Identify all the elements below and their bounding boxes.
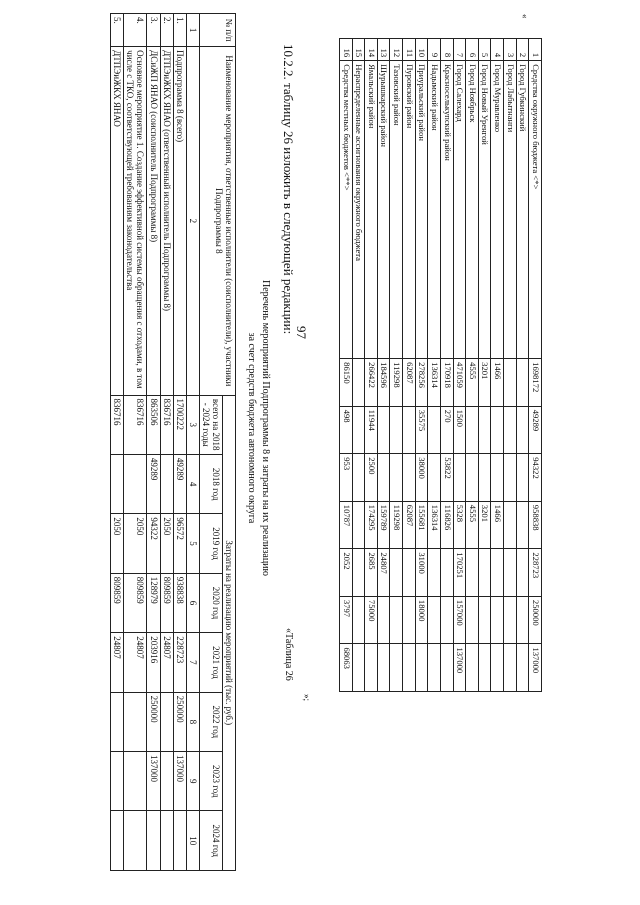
value-cell: 157000 — [453, 596, 466, 644]
row-number: 6 — [466, 39, 479, 61]
value-cell: 498 — [340, 406, 353, 454]
row-name: Надымский район — [428, 61, 441, 359]
page-number: 97 — [294, 326, 309, 339]
value-cell: 96572 — [173, 514, 186, 573]
value-cell — [403, 644, 416, 692]
value-cell — [160, 811, 173, 871]
value-cell: 2500 — [365, 454, 378, 502]
value-cell: 836716 — [124, 395, 147, 454]
value-cell: 24807 — [160, 633, 173, 692]
value-cell — [428, 644, 441, 692]
table-title — [245, 278, 272, 578]
value-cell — [516, 501, 529, 549]
row-number: 5 — [478, 39, 491, 61]
row-number: 1 — [529, 39, 542, 61]
value-cell: 3797 — [340, 596, 353, 644]
value-cell: 38000 — [415, 454, 428, 502]
row-name: Средства местных бюджетов <**> — [340, 61, 353, 359]
row-name: Средства окружного бюджета <*> — [529, 61, 542, 359]
value-cell — [491, 406, 504, 454]
row-number: 2 — [516, 39, 529, 61]
value-cell — [390, 454, 403, 502]
row-number: 4 — [491, 39, 504, 61]
value-cell — [160, 454, 173, 513]
row-name: Пуровский район — [403, 61, 416, 359]
value-cell — [124, 692, 147, 751]
value-cell: 3201 — [478, 359, 491, 407]
value-cell: 836716 — [160, 395, 173, 454]
table-row — [403, 39, 416, 692]
header-costs: Затраты на реализацию мероприятий (тыс. руб.) — [222, 395, 235, 871]
value-cell — [504, 359, 517, 407]
value-cell — [377, 644, 390, 692]
row-number: 1. — [173, 14, 186, 47]
row-name: ДТПЭиЖКХ ЯНАО — [111, 47, 124, 395]
row-name: Красноселькупский район — [441, 61, 454, 359]
value-cell — [441, 549, 454, 597]
value-cell — [504, 549, 517, 597]
column-number: 9 — [186, 752, 199, 811]
header-year: 2023 год — [199, 752, 222, 811]
table-row — [415, 39, 428, 692]
row-number: 14 — [365, 39, 378, 61]
table-row — [111, 14, 124, 871]
value-cell: 94322 — [147, 514, 160, 573]
value-cell — [111, 692, 124, 751]
value-cell — [403, 454, 416, 502]
value-cell — [441, 644, 454, 692]
subprogram-costs-table — [110, 13, 236, 871]
value-cell: 53822 — [441, 454, 454, 502]
table-row — [147, 14, 160, 871]
value-cell — [466, 406, 479, 454]
table-row — [441, 39, 454, 692]
value-cell — [516, 644, 529, 692]
column-number: 4 — [186, 454, 199, 513]
value-cell — [428, 596, 441, 644]
row-name: Нераспределенные ассигнования окружного бюджета — [352, 61, 365, 359]
value-cell: 159789 — [377, 501, 390, 549]
value-cell: 471059 — [453, 359, 466, 407]
value-cell: 2685 — [365, 549, 378, 597]
table-row — [516, 39, 529, 692]
header-name: Наименование мероприятия, ответственные исполнители (соисполнители), участники Подпрограммы 8 — [199, 47, 235, 395]
row-name: Город Лабытнанги — [504, 61, 517, 359]
value-cell: 136314 — [428, 501, 441, 549]
row-number: 10 — [415, 39, 428, 61]
column-number: 10 — [186, 811, 199, 871]
value-cell: 49289 — [529, 406, 542, 454]
value-cell — [478, 644, 491, 692]
header-year: 2021 год — [199, 633, 222, 692]
value-cell: 35575 — [415, 406, 428, 454]
value-cell — [111, 811, 124, 871]
row-name: Город Салехард — [453, 61, 466, 359]
column-number: 3 — [186, 395, 199, 454]
value-cell — [352, 359, 365, 407]
row-name: Приуральский район — [415, 61, 428, 359]
table-row — [352, 39, 365, 692]
header-year: 2024 год — [199, 811, 222, 871]
value-cell — [390, 406, 403, 454]
row-name: Город Новый Уренгой — [478, 61, 491, 359]
row-number: 13 — [377, 39, 390, 61]
row-number: 12 — [390, 39, 403, 61]
value-cell — [111, 454, 124, 513]
value-cell — [504, 501, 517, 549]
value-cell: 155681 — [415, 501, 428, 549]
value-cell — [516, 406, 529, 454]
value-cell: 136314 — [428, 359, 441, 407]
column-number: 5 — [186, 514, 199, 573]
rotated-content — [42, 8, 612, 888]
value-cell — [491, 596, 504, 644]
row-name: Город Губкинский — [516, 61, 529, 359]
table-row — [160, 14, 173, 871]
header-year: 2020 год — [199, 573, 222, 632]
open-quote-mark: « — [520, 14, 530, 19]
value-cell — [415, 644, 428, 692]
value-cell — [428, 406, 441, 454]
section-heading: 10.2.2. таблицу 26 изложить в следующей редакции: — [281, 44, 296, 335]
value-cell — [504, 454, 517, 502]
value-cell: 94322 — [529, 454, 542, 502]
table-row — [428, 39, 441, 692]
value-cell: 24807 — [124, 633, 147, 692]
value-cell: 278256 — [415, 359, 428, 407]
value-cell — [466, 549, 479, 597]
value-cell: 809859 — [111, 573, 124, 632]
value-cell: 128979 — [147, 573, 160, 632]
funding-sources-table — [339, 38, 542, 692]
row-name: Основное мероприятие 1. Создание эффективной системы обращения с отходами, в том числе с ТКО, соответствующей требованиям законодательства — [124, 47, 147, 395]
table-row — [491, 39, 504, 692]
value-cell: 203916 — [147, 633, 160, 692]
table-caption: «Таблица 26 — [283, 628, 294, 681]
value-cell — [352, 549, 365, 597]
value-cell — [403, 549, 416, 597]
value-cell — [173, 811, 186, 871]
row-number: 8 — [441, 39, 454, 61]
value-cell: 1500 — [453, 406, 466, 454]
value-cell — [403, 596, 416, 644]
column-number: 6 — [186, 573, 199, 632]
value-cell: 3201 — [478, 501, 491, 549]
value-cell — [390, 596, 403, 644]
value-cell: 2050 — [160, 514, 173, 573]
value-cell: 49289 — [173, 454, 186, 513]
table-row — [453, 39, 466, 692]
value-cell — [504, 596, 517, 644]
value-cell — [516, 454, 529, 502]
value-cell — [504, 644, 517, 692]
value-cell — [124, 811, 147, 871]
value-cell — [352, 644, 365, 692]
value-cell: 137000 — [529, 644, 542, 692]
value-cell — [516, 359, 529, 407]
value-cell: 2050 — [111, 514, 124, 573]
table-row — [504, 39, 517, 692]
value-cell — [377, 596, 390, 644]
value-cell: 75000 — [365, 596, 378, 644]
value-cell: 31000 — [415, 549, 428, 597]
value-cell: 137000 — [453, 644, 466, 692]
value-cell — [352, 596, 365, 644]
row-number: 5. — [111, 14, 124, 47]
row-name: ДСиЖП ЯНАО (соисполнитель Подпрограммы 8) — [147, 47, 160, 395]
value-cell: 1466 — [491, 501, 504, 549]
value-cell: 62087 — [403, 359, 416, 407]
value-cell: 863506 — [147, 395, 160, 454]
row-name: Город Муравленко — [491, 61, 504, 359]
value-cell: 137000 — [173, 752, 186, 811]
table-row — [365, 39, 378, 692]
value-cell — [453, 454, 466, 502]
value-cell: 1698172 — [529, 359, 542, 407]
value-cell: 137000 — [147, 752, 160, 811]
value-cell: 958838 — [529, 501, 542, 549]
row-number: 3 — [504, 39, 517, 61]
row-name: Тазовский район — [390, 61, 403, 359]
row-name: Шурышкарский район — [377, 61, 390, 359]
value-cell — [365, 644, 378, 692]
value-cell — [516, 596, 529, 644]
column-number: 1 — [186, 14, 199, 47]
column-number: 8 — [186, 692, 199, 751]
value-cell: 62087 — [403, 501, 416, 549]
value-cell — [124, 454, 147, 513]
value-cell: 270 — [441, 406, 454, 454]
value-cell — [466, 454, 479, 502]
value-cell — [160, 752, 173, 811]
value-cell: 4555 — [466, 359, 479, 407]
value-cell: 170251 — [453, 549, 466, 597]
value-cell — [504, 406, 517, 454]
value-cell: 116826 — [441, 501, 454, 549]
value-cell: 174295 — [365, 501, 378, 549]
value-cell: 228723 — [173, 633, 186, 692]
row-name: Ямальский район — [365, 61, 378, 359]
column-number: 2 — [186, 47, 199, 395]
row-number: 7 — [453, 39, 466, 61]
value-cell — [491, 644, 504, 692]
row-number: 11 — [403, 39, 416, 61]
value-cell: 170918 — [441, 359, 454, 407]
close-quote-mark: »; — [302, 694, 312, 702]
header-year: 2022 год — [199, 692, 222, 751]
value-cell: 5328 — [453, 501, 466, 549]
value-cell: 809859 — [124, 573, 147, 632]
value-cell — [352, 501, 365, 549]
value-cell: 18000 — [415, 596, 428, 644]
value-cell — [160, 692, 173, 751]
value-cell — [441, 596, 454, 644]
value-cell: 250000 — [529, 596, 542, 644]
column-number: 7 — [186, 633, 199, 692]
header-total: всего на 2018 - 2024 годы — [199, 395, 222, 454]
value-cell — [147, 811, 160, 871]
value-cell: 228723 — [529, 549, 542, 597]
value-cell: 953 — [340, 454, 353, 502]
row-number: 4. — [124, 14, 147, 47]
value-cell: 938838 — [173, 573, 186, 632]
header-year: 2019 год — [199, 514, 222, 573]
value-cell: 184596 — [377, 359, 390, 407]
value-cell — [466, 644, 479, 692]
value-cell — [478, 454, 491, 502]
value-cell: 266422 — [365, 359, 378, 407]
value-cell — [377, 406, 390, 454]
row-number: 15 — [352, 39, 365, 61]
row-number: 16 — [340, 39, 353, 61]
table-row — [466, 39, 479, 692]
value-cell — [516, 549, 529, 597]
value-cell: 11944 — [365, 406, 378, 454]
value-cell: 119298 — [390, 359, 403, 407]
table-row — [529, 39, 542, 692]
value-cell: 119298 — [390, 501, 403, 549]
value-cell — [491, 549, 504, 597]
title-line-2: за счет средств бюджета автономного округа — [246, 332, 258, 524]
table-row — [173, 14, 186, 871]
table-row — [377, 39, 390, 692]
value-cell: 1466 — [491, 359, 504, 407]
value-cell — [403, 406, 416, 454]
value-cell: 250000 — [173, 692, 186, 751]
value-cell — [377, 454, 390, 502]
value-cell — [466, 596, 479, 644]
value-cell: 24807 — [377, 549, 390, 597]
value-cell: 68063 — [340, 644, 353, 692]
row-name: Подпрограмма 8 (всего) — [173, 47, 186, 395]
row-name: Город Ноябрьск — [466, 61, 479, 359]
value-cell — [111, 752, 124, 811]
value-cell — [124, 752, 147, 811]
header-year: 2018 год — [199, 454, 222, 513]
row-number: 2. — [160, 14, 173, 47]
value-cell — [390, 549, 403, 597]
table-row — [340, 39, 353, 692]
value-cell: 1700222 — [173, 395, 186, 454]
value-cell — [428, 549, 441, 597]
value-cell: 10787 — [340, 501, 353, 549]
value-cell: 49289 — [147, 454, 160, 513]
row-name: ДТПЭиЖКХ ЯНАО (ответственный исполнитель Подпрограммы 8) — [160, 47, 173, 395]
value-cell: 2050 — [124, 514, 147, 573]
value-cell: 250000 — [147, 692, 160, 751]
value-cell — [428, 454, 441, 502]
table-row — [124, 14, 147, 871]
value-cell: 836716 — [111, 395, 124, 454]
value-cell: 4555 — [466, 501, 479, 549]
value-cell — [390, 644, 403, 692]
header-number: № п/п — [199, 14, 235, 47]
title-line-1: Перечень мероприятий Подпрограммы 8 и затраты на их реализацию — [260, 279, 271, 577]
value-cell — [352, 406, 365, 454]
row-number: 9 — [428, 39, 441, 61]
value-cell — [478, 406, 491, 454]
value-cell: 86150 — [340, 359, 353, 407]
table-row — [478, 39, 491, 692]
table-row — [390, 39, 403, 692]
value-cell: 24807 — [111, 633, 124, 692]
value-cell — [478, 549, 491, 597]
value-cell — [491, 454, 504, 502]
value-cell: 2052 — [340, 549, 353, 597]
value-cell — [352, 454, 365, 502]
row-number: 3. — [147, 14, 160, 47]
value-cell: 809859 — [160, 573, 173, 632]
value-cell — [478, 596, 491, 644]
